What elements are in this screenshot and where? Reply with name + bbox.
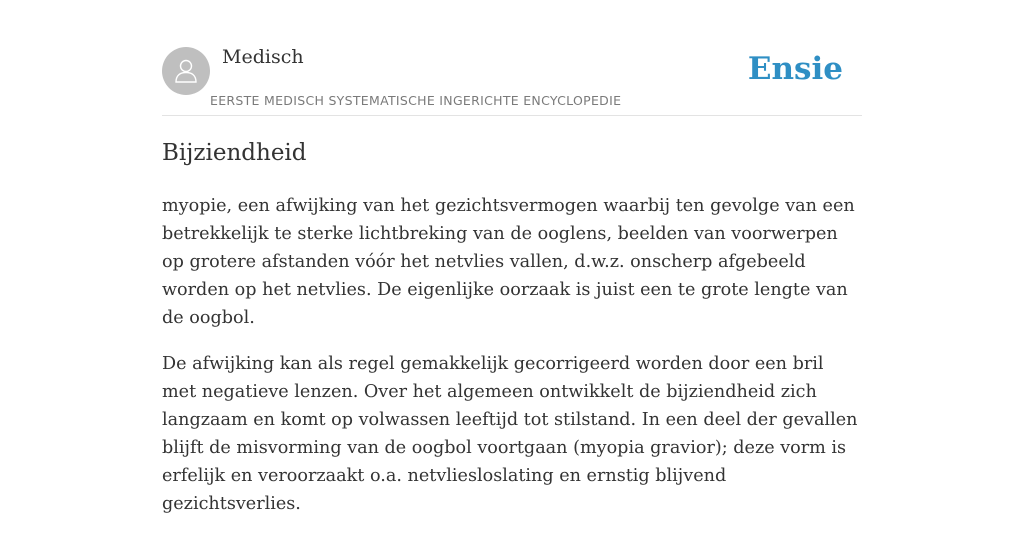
avatar[interactable]	[162, 47, 210, 95]
article-body	[162, 192, 862, 536]
user-icon	[172, 57, 200, 85]
brand-logo[interactable]: Ensie	[747, 51, 843, 87]
author-name[interactable]: Medisch	[222, 46, 304, 68]
article-paragraph: De afwijking kan als regel gemakkelijk gecorrigeerd worden door een bril met negatieve lenzen. Over het algemeen ontwikkelt de bijziendheid zich langzaam en komt op volwassen leeftijd tot stilstand. In een deel der gevallen blijft de misvorming van de oogbol voortgaan (myopia gravior); deze vorm is erfelijk en veroorzaakt o.a. netvliesloslating en ernstig blijvend gezichtsverlies.	[162, 354, 858, 514]
article-title: Bijziendheid	[162, 140, 307, 166]
article-paragraph: myopie, een afwijking van het gezichtsvermogen waarbij ten gevolge van een betrekkelijk te sterke lichtbreking van de ooglens, beelden van voorwerpen op grotere afstanden vóór het netvlies vallen, d.w.z. onscherp afgebeeld worden op het netvlies. De eigenlijke oorzaak is juist een te grote lengte van de oogbol.	[162, 196, 855, 328]
author-subtitle: EERSTE MEDISCH SYSTEMATISCHE INGERICHTE ENCYCLOPEDIE	[210, 93, 622, 108]
header-divider	[162, 115, 862, 116]
